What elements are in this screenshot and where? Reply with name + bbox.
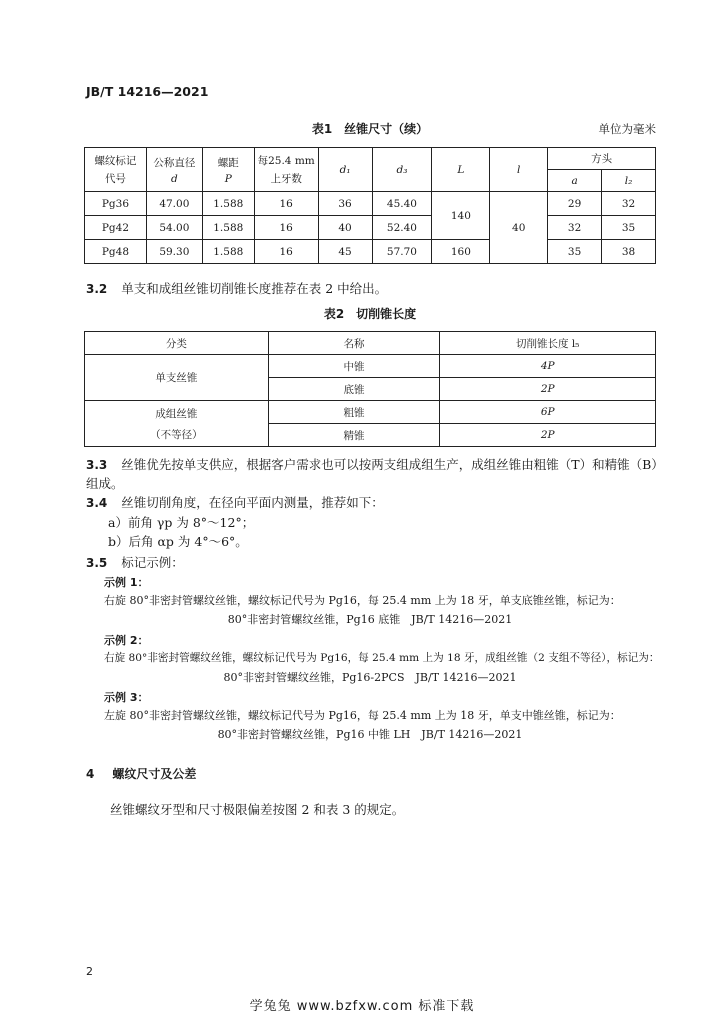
cell-d3: 45.40 bbox=[372, 192, 432, 216]
cell-l2: 38 bbox=[602, 240, 656, 264]
section-3-5: 3.5 标记示例： bbox=[86, 555, 184, 570]
cell-d: 59.30 bbox=[146, 240, 202, 264]
standard-id: JB/T 14216—2021 bbox=[86, 84, 209, 99]
example-3-label: 示例 3： bbox=[104, 691, 149, 704]
cell-l2: 32 bbox=[602, 192, 656, 216]
th-category: 分类 bbox=[85, 332, 269, 355]
cell-a: 29 bbox=[548, 192, 602, 216]
th-threads-per-inch: 每25.4 mm 上牙数 bbox=[254, 148, 318, 192]
th-square-head: 方头 bbox=[548, 148, 656, 170]
cell-d1: 40 bbox=[318, 216, 372, 240]
cell-value: 4P bbox=[440, 355, 656, 378]
cell-a: 35 bbox=[548, 240, 602, 264]
footer-watermark: 学兔兔 www.bzfxw.com 标准下载 bbox=[249, 999, 475, 1014]
cell-L: 160 bbox=[432, 240, 490, 264]
cell-value: 2P bbox=[440, 424, 656, 447]
cell-tpi: 16 bbox=[254, 216, 318, 240]
th-l2: l₂ bbox=[602, 170, 656, 192]
cell-tpi: 16 bbox=[254, 192, 318, 216]
cell-pitch: 1.588 bbox=[202, 240, 254, 264]
cell-tpi: 16 bbox=[254, 240, 318, 264]
th-name: 名称 bbox=[268, 332, 440, 355]
example-3-mark: 80°非密封管螺纹丝锥，Pg16 中锥 LH JB/T 14216—2021 bbox=[217, 728, 523, 741]
cell-name: 底锥 bbox=[268, 378, 440, 401]
table2 bbox=[84, 331, 656, 447]
cell-name: 中锥 bbox=[268, 355, 440, 378]
cell-name: 精锥 bbox=[268, 424, 440, 447]
th-d3: d₃ bbox=[372, 148, 432, 192]
example-3-text: 左旋 80°非密封管螺纹丝锥，螺纹标记代号为 Pg16，每 25.4 mm 上为 18 牙，单支中锥丝锥，标记为： bbox=[104, 709, 621, 722]
example-2-label: 示例 2： bbox=[104, 634, 149, 647]
section-3-3-line2: 组成。 bbox=[86, 476, 124, 491]
th-a: a bbox=[548, 170, 602, 192]
page-number: 2 bbox=[86, 965, 93, 978]
cell-code: Pg42 bbox=[85, 216, 147, 240]
cell-a: 32 bbox=[548, 216, 602, 240]
table-row bbox=[85, 216, 656, 240]
example-1-label: 示例 1： bbox=[104, 576, 149, 589]
cell-l2: 35 bbox=[602, 216, 656, 240]
section-3-2: 3.2 单支和成组丝锥切削锥长度推荐在表 2 中给出。 bbox=[86, 281, 388, 296]
cell-pitch: 1.588 bbox=[202, 192, 254, 216]
example-2-mark: 80°非密封管螺纹丝锥，Pg16-2PCS JB/T 14216—2021 bbox=[223, 671, 517, 684]
example-1-text: 右旋 80°非密封管螺纹丝锥，螺纹标记代号为 Pg16，每 25.4 mm 上为 18 牙，单支底锥丝锥，标记为： bbox=[104, 594, 621, 607]
cell-d3: 52.40 bbox=[372, 216, 432, 240]
section-3-4: 3.4 丝锥切削角度，在径向平面内测量，推荐如下： bbox=[86, 495, 384, 510]
section-3-4-item-a: a）前角 γp 为 8°～12°； bbox=[108, 515, 255, 530]
cell-d1: 45 bbox=[318, 240, 372, 264]
cell-d1: 36 bbox=[318, 192, 372, 216]
cell-d: 54.00 bbox=[146, 216, 202, 240]
section-3-3: 3.3 丝锥优先按单支供应，根据客户需求也可以按两支组成组生产，成组丝锥由粗锥（T）和精锥（B） bbox=[86, 457, 664, 472]
cell-d3: 57.70 bbox=[372, 240, 432, 264]
table1 bbox=[84, 147, 656, 264]
cell-group-tap: 成组丝锥 （不等径） bbox=[85, 401, 269, 447]
table2-caption: 表2 切削锥长度 bbox=[323, 307, 417, 321]
cell-code: Pg36 bbox=[85, 192, 147, 216]
table-row bbox=[85, 355, 656, 378]
th-code: 螺纹标记 代号 bbox=[85, 148, 147, 192]
th-L: L bbox=[432, 148, 490, 192]
cell-d: 47.00 bbox=[146, 192, 202, 216]
cell-value: 6P bbox=[440, 401, 656, 424]
cell-value: 2P bbox=[440, 378, 656, 401]
cell-L-merged: 140 bbox=[432, 192, 490, 240]
table-row bbox=[85, 240, 656, 264]
table-row bbox=[85, 401, 656, 424]
example-1-mark: 80°非密封管螺纹丝锥，Pg16 底锥 JB/T 14216—2021 bbox=[227, 613, 513, 626]
section-4-text: 丝锥螺纹牙型和尺寸极限偏差按图 2 和表 3 的规定。 bbox=[110, 802, 405, 817]
cell-single-tap: 单支丝锥 bbox=[85, 355, 269, 401]
cell-l-merged: 40 bbox=[490, 192, 548, 264]
th-nominal-diameter: 公称直径 d bbox=[146, 148, 202, 192]
cell-pitch: 1.588 bbox=[202, 216, 254, 240]
table1-unit: 单位为毫米 bbox=[598, 122, 656, 136]
th-pitch: 螺距 P bbox=[202, 148, 254, 192]
section-4-heading: 4 螺纹尺寸及公差 bbox=[86, 767, 197, 781]
cell-name: 粗锥 bbox=[268, 401, 440, 424]
example-2-text: 右旋 80°非密封管螺纹丝锥，螺纹标记代号为 Pg16，每 25.4 mm 上为 18 牙，成组丝锥（2 支组不等径），标记为： bbox=[104, 652, 660, 664]
table-row bbox=[85, 192, 656, 216]
cell-code: Pg48 bbox=[85, 240, 147, 264]
th-l: l bbox=[490, 148, 548, 192]
th-d1: d₁ bbox=[318, 148, 372, 192]
th-cut-length: 切削锥长度 l₅ bbox=[440, 332, 656, 355]
table1-caption: 表1 丝锥尺寸（续） bbox=[311, 122, 429, 136]
section-3-4-item-b: b）后角 αp 为 4°～6°。 bbox=[108, 534, 248, 549]
